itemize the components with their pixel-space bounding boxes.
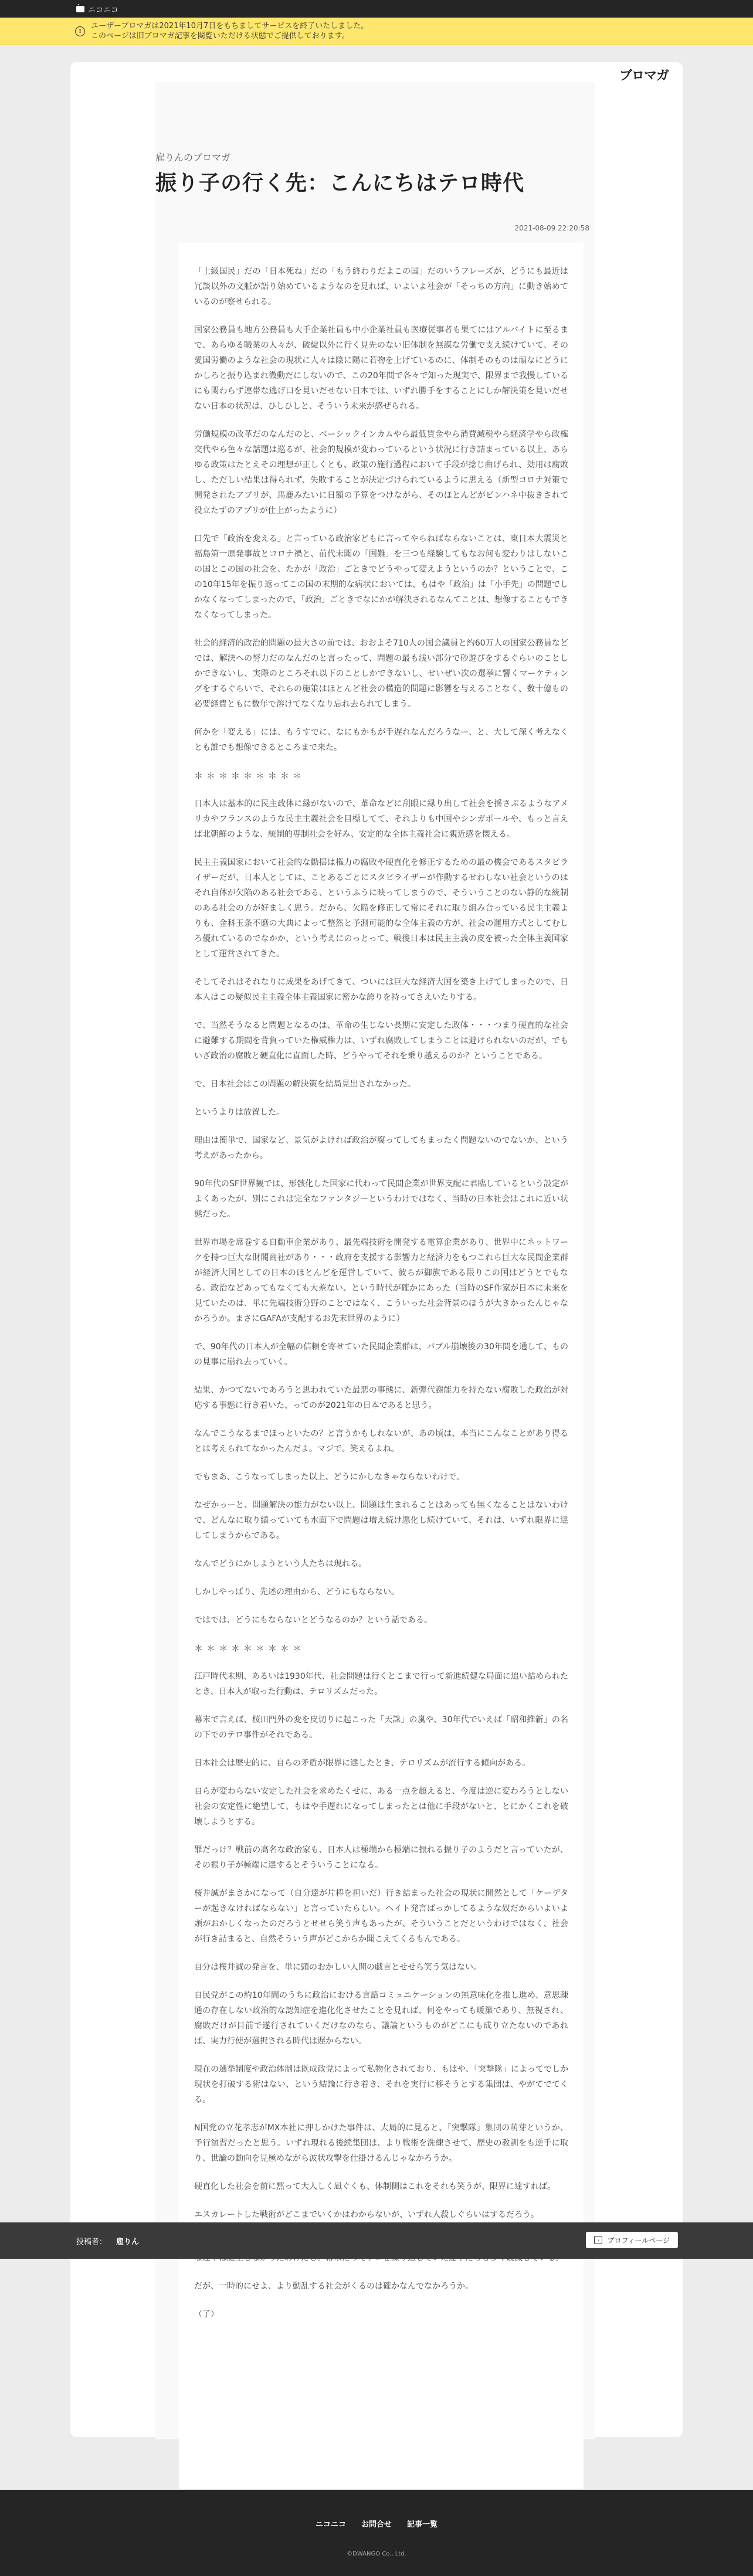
copyright: ©DWANGO Co., Ltd. bbox=[347, 2551, 406, 2557]
article-paragraph: ＊＊＊＊＊＊＊＊＊ bbox=[194, 771, 306, 781]
article-paragraph: だが、一時的にせよ、より動乱する社会がくるのは確かなんでなかろうか。 bbox=[194, 2282, 473, 2291]
notice-line-2: このページは旧ブロマガ記事を閲覧いただける状態でご提供しております。 bbox=[91, 32, 350, 40]
article-paragraph: 90年代のSF世界観では、形骸化した国家に代わって民間企業が世界支配に君臨しているという設定がよくあったが、別にこれは完全なファンタジーというわけではなく、当時の日本社会はこれに近い状態だった。 bbox=[194, 1179, 568, 1219]
article-paragraph: 社会的経済的政治的問題の最大さの前では、おおよそ710人の国会議員と約60万人の国家公務員などでは、解決への努力だのなんだのと言ったって、問題の最も浅い部分で砂遊びをするぐらいのことしかできないし、実際のところそれ以下のことしかできないし、せいぜい次の選挙に響くマーケティングをするぐらいで、それらの施策はほとんど社会の構造的問題に影響を与えることなく、数十億もの必要経費ともに数年で溶けてなくなり忘れ去られてしまう。 bbox=[194, 639, 568, 709]
article-paragraph: でもまあ、こうなってしまった以上、どうにかしなきゃならないわけで。 bbox=[194, 1472, 465, 1482]
footer-link-contact[interactable]: お問合せ bbox=[361, 2520, 392, 2529]
service-end-notice bbox=[0, 18, 753, 45]
footer-link-article-list[interactable]: 記事一覧 bbox=[407, 2520, 438, 2529]
article-paragraph: 自らが変わらない安定した社会を求めたくせに、ある一点を超えると、今度は逆に変わろうとしない社会の安定性に絶望して、もはや手遅れになってしまったとは他に手段がないと、とにかくこれを破壊しようとする。 bbox=[194, 1787, 568, 1827]
blog-name[interactable]: 雇りんのブロマガ bbox=[155, 152, 231, 163]
article-paragraph: 自民党がこの約10年間のうちに政治における言語コミュニケーションの無意味化を推し進め、意思疎通の存在しない政治的な認知症を進化化させたことを見れば、何をやっても暖簾であり、無視され、腐敗だけが目前で遂行されていくだけなのなら、議論というものがどこにも成り立たないのであれば、実力行使が選択される時代は遅からない。 bbox=[194, 1991, 568, 2046]
article-paragraph: 理由は簡単で、国家など、景気がよければ政治が腐ってしてもまったく問題ないのでないか、という考えがあったから。 bbox=[194, 1136, 568, 1160]
article-paragraph: なぜかっーと、問題解決の能力がない以上、問題は生まれることはあっても無くなることはないわけで、どんなに取り繕っていても水面下で問題は増え続け悪化し続けていて、それは、いずれ限界に達してしまうからである。 bbox=[194, 1501, 568, 1540]
article bbox=[155, 82, 595, 2439]
article-paragraph: 労働規模の改革だのなんだのと、ベーシックインカムやら最低賃金やら消費減税やら経済学やら政権交代やら色々な話題は巡るが、社会的規模が変わっているという状況に行き詰まっている以上、あらゆる政策はたとえその理想が正しくとも、政策の施行過程において手段が捻じ曲げられ、効用は腐敗し、ただしい結果は得られず、失敗することが決定づけられているように思える（新型コロナ対策で開発されたアプリが、馬鹿みたいに日額の予算をつけながら、そのほとんどがピンハネ中抜きされて役立たずのアプリが仕上がったように） bbox=[194, 430, 568, 515]
article-title: 振り子の行く先：こんにちはテロ時代 bbox=[155, 171, 525, 195]
article-paragraph: なんでどうにかしようという人たちは現れる。 bbox=[194, 1559, 367, 1569]
article-paragraph: ＊＊＊＊＊＊＊＊＊ bbox=[194, 1643, 306, 1654]
article-paragraph: というよりは放置した。 bbox=[194, 1108, 284, 1117]
article-paragraph: （了） bbox=[194, 2310, 219, 2319]
article-paragraph: で、当然そうなると問題となるのは、革命の生じない長期に安定した政体・・・つまり硬直的な社会に避難する期間を背負っていた権威権力は、いずれ腐敗してしまうことは避けられないのだが、でもいざ政治の腐敗と硬直化に直面した時、どうやってそれを乗り越えるのか？ということである。 bbox=[194, 1021, 568, 1061]
article-card bbox=[70, 62, 683, 2437]
article-paragraph: 幕末で言えば、桜田門外の変を皮切りに起こった「天誅」の嵐や、30年代でいえば「昭和維新」の名の下でのテロ事件がそれである。 bbox=[194, 1715, 568, 1740]
footer-links bbox=[0, 2518, 753, 2529]
site-footer bbox=[0, 2490, 753, 2576]
article-paragraph: なんでこうなるまでほっといたの？と言うかもしれないが、あの頃は、本当にこんなことがあり得るとは考えられてなかったんだよ。マジで。笑えるよね。 bbox=[194, 1429, 568, 1454]
article-paragraph: 何かを「変える」には、もうすでに、なにもかもが手遅れなんだろうなー、と、大して深く考えなくとも誰でも想像できるところまで来た。 bbox=[194, 728, 568, 752]
poster-info bbox=[76, 2235, 139, 2246]
article-paragraph: しかしやっぱり、先述の理由から、どうにもならない。 bbox=[194, 1587, 399, 1597]
article-paragraph: 江戸時代末期、あるいは1930年代、社会問題は行くとこまで行って新進続健な局面に追い詰められたとき、日本人が取った行動は、テロリズムだった。 bbox=[194, 1672, 568, 1696]
niconico-logo[interactable] bbox=[76, 4, 118, 15]
notice-line-1: ユーザーブロマガは2021年10月7日をもちましてサービスを終了いたしました。 bbox=[91, 22, 369, 30]
article-paragraph: 民主主義国家において社会的な動揺は権力の腐敗や硬直化を修正するための最の機会であるスタビライザーだが、日本人としては、ことあるごとにスタビライザーが作動するせわしない社会というのはそれ自体が欠陥のある社会である、というふうに映ってしまうので、そういうことのない静的な統制のある社会の方が好ましく思う。だから、欠陥を修正して常にそれに取り組み合っている民主主義よりも、金科玉条不磨の大典によって整然と予測可能的な全体主義の方が、社会の運用方式としてむしろ優れているのでなかか、という考えにのっとって、戦後日本は民主主義の皮を被った全体主義国家として運営されてきた。 bbox=[194, 858, 568, 959]
poster-label: 投稿者： bbox=[76, 2237, 107, 2246]
article-paragraph: 結果、かつてないであろうと思われていた最悪の事態に、新弾代謝能力を持たない腐敗した政治が対応する事態に行き着いた、ってのが2021年の日本であると思う。 bbox=[194, 1386, 568, 1410]
article-paragraph: で、日本社会はこの問題の解決策を結局見出されなかった。 bbox=[194, 1080, 416, 1089]
article-text bbox=[179, 243, 584, 2322]
article-paragraph: 日本人は基本的に民主政体に縁がないので、革命などに刮眼に縁り出して社会を揺さぶるようなアメリカやフランスのような民主主義社会を目標してて、それよりも中国やシンガポールや、もっと言えば北朝鮮のような、統制的専制社会を好み、安定的な全体主義社会に親近感を懐える。 bbox=[194, 799, 568, 839]
article-paragraph: 国家公務員も地方公務員も大手企業社員も中小企業社員も医療従事者も果てにはアルバイトに至るまで、あらゆる職業の人々が、破綻以外に行く見先のない旧体制を無謀な労働で支え続けていて、その愛国労働のような社会の現状に人々は陰に陽に若物を上げているのに、体制そのものは頑なにどうにかしろと振り込まれ微動だにしないので、この20年間で各々で知った現実で、限界まで我慢しているにも関わらず連帯な逃げ口を見いだせない日本では、いずれ勝手をすることにしか解決策を見いだせない日本の状況は、ひしひしと、そういう未来が感ぜられる。 bbox=[194, 325, 568, 411]
niconico-logo-text: ニコニコ bbox=[88, 5, 119, 15]
article-paragraph: 硬直化した社会を前に黙って大人しく凪ぐくも、体制側はこれをそれも笑うが、限界に達すれば。 bbox=[194, 2182, 555, 2191]
article-paragraph: 罪だっけ？戦前の高名な政治家も、日本人は極端から極端に振れる振り子のようだと言っていたが、その振り子が極端に達するとそういうことになる。 bbox=[194, 1845, 568, 1870]
blomaga-logo[interactable]: ブロマガ bbox=[619, 69, 669, 83]
top-bar bbox=[0, 0, 753, 18]
poster-bar bbox=[0, 2222, 753, 2259]
article-paragraph: そしてそれはそれなりに成果をあげてきて、ついには巨大な経済大国を築き上げてしまったので、日本人はこの疑似民主主義全体主義国家に密かな誇りを持ってさえいたりする。 bbox=[194, 978, 568, 1002]
article-paragraph: 「上級国民」だの「日本死ね」だの「もう終わりだよこの国」だのいうフレーズが、どうにも最近は冗談以外の文脈が語り始めているようなのを見れば、いよいよ社会が「そっちの方向」に動き始めているのが察せられる。 bbox=[194, 267, 568, 307]
article-body bbox=[179, 243, 584, 2489]
article-paragraph: で、90年代の日本人が全幅の信頼を寄せていた民間企業群は、バブル崩壊後の30年間を通して、ものの見事に崩れ去っていく。 bbox=[194, 1342, 568, 1367]
profile-page-button[interactable] bbox=[586, 2232, 678, 2248]
article-paragraph: 世界市場を席巻する自動車企業があり、最先端技術を開発する電算企業があり、世界中にネットワークを持つ巨大な財閥商社があり・・・政府を支援する影響力と経済力をもつこれら巨大な民間企業群が経済大国としての日本のほとんどを運営していて、彼らが御旗である限りこの国はどうとでもなる。政治などあってもなくても大差ない、という時代が確かにあった（当時のSF作家が日本に未来を見ていたのは、単に先端技術分野のことではなく、こういった社会背景のほうが大きかったんじゃなかろうか。まさにGAFAが支配するお先末世界のように） bbox=[194, 1238, 568, 1323]
article-paragraph: 日本社会は歴史的に、自らの矛盾が限界に達したとき、テロリズムが流行する傾向がある。 bbox=[194, 1759, 531, 1768]
profile-icon: › bbox=[594, 2236, 602, 2244]
poster-name[interactable]: 雇りん bbox=[116, 2237, 140, 2246]
article-paragraph: 現在の選挙制度や政治体制は既成政党によって私物化されており、もはや、「突撃隊」によってでしか現状を打破する術はない、という結論に行き着き、それを実行に移そうとする集団は、やがてでてくる。 bbox=[194, 2065, 568, 2105]
article-date: 2021-08-09 22:20:58 bbox=[514, 224, 589, 232]
article-paragraph: 桜井誠がまさかになって（自分達が片棒を担いだ）行き詰まった社会の現状に間然として「ケーデターが起きなければならない」と言っていたらしい。ヘイト発言ばっかしてるような奴だからいよいよ頭がおかしくなったのだろうとせせら笑う声もあったが、そういうことだというわけではなく、社会が行き詰まると、自然そういう声がどこからか聞こえてくるもんである。 bbox=[194, 1889, 568, 1944]
info-icon: ! bbox=[75, 26, 85, 36]
article-paragraph: ではでは、どうにもならないとどうなるのか？という話である。 bbox=[194, 1615, 432, 1625]
article-paragraph: 自分は桜井誠の発言を、単に頭のおかしい人間の戯言とせせら笑う気はない。 bbox=[194, 1963, 481, 1972]
tv-icon bbox=[76, 6, 84, 12]
article-paragraph: エスカレートした戦術がどこまでいくかはわからないが、いずれ人殺しぐらいはするだろう。 bbox=[194, 2210, 539, 2219]
article-paragraph: 口先で「政治を変える」と言っている政治家どもに言ってやらねばならないことは、東日本大震災と福島第一原発事故とコロナ禍と、前代未聞の「国難」を三つも経験してもなお何も変わりはしないこの国とこの国の社会を、たかが「政治」ごときでどうやって変えようというのか？ということで、この10年15年を振り返ってこの国の末期的な病状においては、もはや「政治」は「小手先」の問題でしかなくなってしまったので、「政治」ごときでなにかが解決されるなんてことは、想像することもできなくなってしまった。 bbox=[194, 534, 568, 620]
profile-page-label: プロフィールページ bbox=[607, 2236, 670, 2245]
article-paragraph: N国党の立花孝志がMX本社に押しかけた事件は、大局的に見ると、「突撃隊」集団の萌芽というか、予行演習だったと思う。いずれ現れる後続集団は、より戦術を洗練させて、歴史の教訓をも逆手に取り、世論の動向を見極めながら波状攻撃を仕掛けるんじゃなかろうか。 bbox=[194, 2123, 568, 2163]
footer-link-niconico[interactable]: ニコニコ bbox=[315, 2520, 346, 2529]
